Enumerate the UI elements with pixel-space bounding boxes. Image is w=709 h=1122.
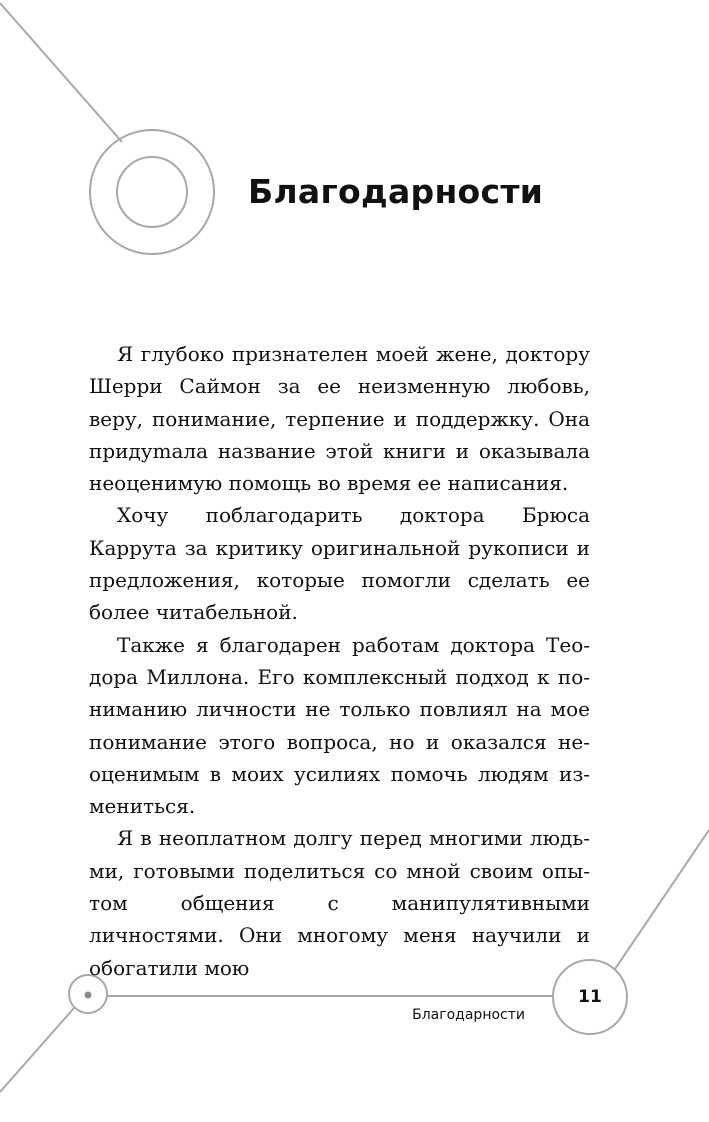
page-number: 11 <box>578 987 602 1007</box>
paragraph: Я глубоко признателен моей жене, доктору Шерри Саймон за ее неизменную любовь, веру, понимание, терпение и поддержку. Она придуmала название этой книги и оказывала неоценимую помощь во время ее написания. <box>89 342 590 496</box>
outer-ring <box>90 130 214 254</box>
paragraph: Я в неоплатном долгу перед многими людьми, готовыми поделиться со мной своим опытом общения с манипулятивными личностями. Они многому меня научили и обогатили мою <box>89 826 590 980</box>
inner-ring <box>117 157 187 227</box>
diagonal-line-right <box>615 830 709 969</box>
paragraph: Также я благодарен работам доктора Теодора Миллона. Его комплексный подход к пониманию личности не только повлиял на мое понимание этого вопроса, но и оказался неоценимым в моих усилиях помочь людям измениться. <box>89 632 590 819</box>
running-head: Благодарности <box>412 1007 525 1023</box>
chapter-title: Благодарности <box>248 172 544 211</box>
footer-dot <box>85 992 92 999</box>
diagonal-line-top <box>0 3 122 142</box>
body-text <box>89 338 590 984</box>
diagonal-line-bottom-left <box>0 1008 74 1092</box>
paragraph: Хочу поблагодарить доктора Брюса Каррута за критику оригинальной рукописи и предложения, которые помогли сделать ее более читабельной. <box>89 503 590 625</box>
